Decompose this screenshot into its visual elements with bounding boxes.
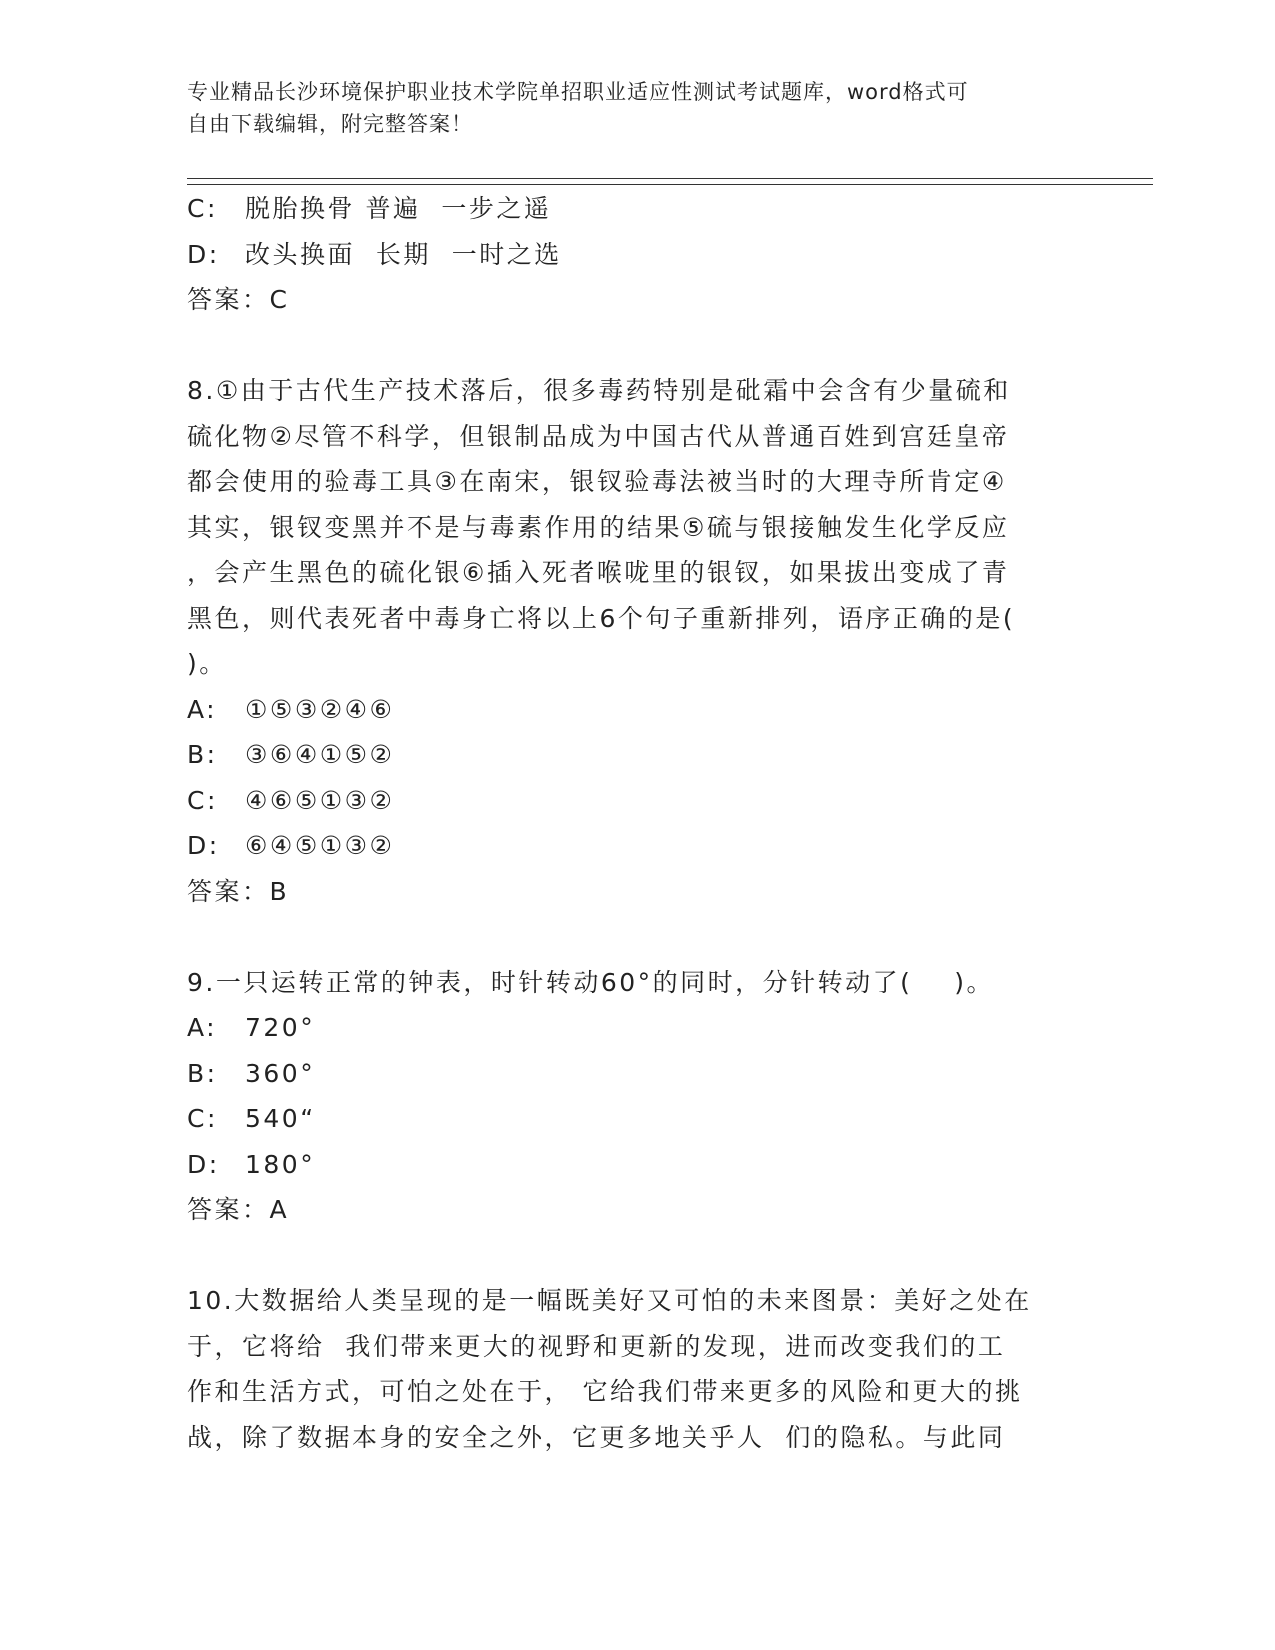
option-row [187,687,1087,733]
header-line-2: 自由下载编辑，附完整答案！ [187,112,473,136]
option-row [187,732,1087,778]
question-stem-line: )。 [187,649,227,678]
question-stem-line: 战，除了数据本身的安全之外，它更多地关乎人 们的隐私。与此同 [187,1422,1006,1452]
question-9 [187,960,1087,1233]
question-10 [187,1278,1087,1460]
header-divider [187,178,1153,185]
question-stem-line: 9.一只运转正常的钟表，时针转动60°的同时，分针转动了( )。 [187,967,994,997]
question-stem-line: 10.大数据给人类呈现的是一幅既美好又可怕的未来图景：美好之处在 [187,1286,1032,1315]
option-text: ⑥④⑤①③② [245,831,395,860]
question-stem-line: 作和生活方式，可怕之处在于， 它给我们带来更多的风险和更大的挑 [187,1377,1023,1406]
option-key: C: [187,194,218,223]
option-row [187,186,1087,232]
option-text: ③⑥④①⑤② [245,740,395,769]
answer-line: 答案：B [187,876,290,906]
option-text: 360° [245,1058,316,1088]
option-key: C: [187,1104,218,1133]
answer-line: 答案：A [187,1195,290,1224]
option-row [187,1096,1087,1142]
option-row [187,778,1087,824]
option-text: 720° [245,1013,316,1042]
option-key: B: [187,1058,218,1088]
option-text: ④⑥⑤①③② [245,785,395,815]
question-stem-line: 于，它将给 我们带来更大的视野和更新的发现，进而改变我们的工 [187,1331,1006,1361]
document-body [187,186,1087,1460]
option-text: 脱胎换骨 普遍 一步之遥 [245,194,552,223]
spacer [187,914,1087,960]
option-key: C: [187,785,218,815]
question-stem-line: ，会产生黑色的硫化银⑥插入死者喉咙里的银钗，如果拔出变成了青 [187,558,1010,587]
option-row [187,823,1087,869]
option-row [187,1142,1087,1188]
header-line-1: 专业精品长沙环境保护职业技术学院单招职业适应性测试考试题库，word格式可 [187,80,969,104]
question-stem-line: 黑色，则代表死者中毒身亡将以上6个句子重新排列，语序正确的是( [187,603,1016,633]
spacer [187,1233,1087,1279]
option-text: 180° [245,1149,316,1179]
question-stem-line: 其实，银钗变黑并不是与毒素作用的结果⑤硫与银接触发生化学反应 [187,512,1010,542]
option-text: 改头换面 长期 一时之选 [245,239,562,269]
option-key: D: [187,831,220,860]
option-text: ①⑤③②④⑥ [245,694,395,724]
option-text: 540“ [245,1104,316,1133]
option-key: B: [187,740,218,769]
option-key: D: [187,239,220,269]
option-row [187,232,1087,278]
option-row [187,1051,1087,1097]
prev-question [187,186,1087,323]
question-stem-line: 硫化物②尽管不科学，但银制品成为中国古代从普通百姓到宫廷皇帝 [187,421,1010,451]
option-row [187,1005,1087,1051]
question-stem-line: 都会使用的验毒工具③在南宋，银钗验毒法被当时的大理寺所肯定④ [187,467,1007,496]
page-header [187,76,1067,140]
question-stem-line: 8.①由于古代生产技术落后，很多毒药特别是砒霜中会含有少量硫和 [187,376,1011,405]
option-key: D: [187,1149,220,1179]
option-key: A: [187,694,218,724]
question-8 [187,368,1087,914]
option-key: A: [187,1013,218,1042]
answer-line: 答案：C [187,285,290,314]
spacer [187,323,1087,369]
